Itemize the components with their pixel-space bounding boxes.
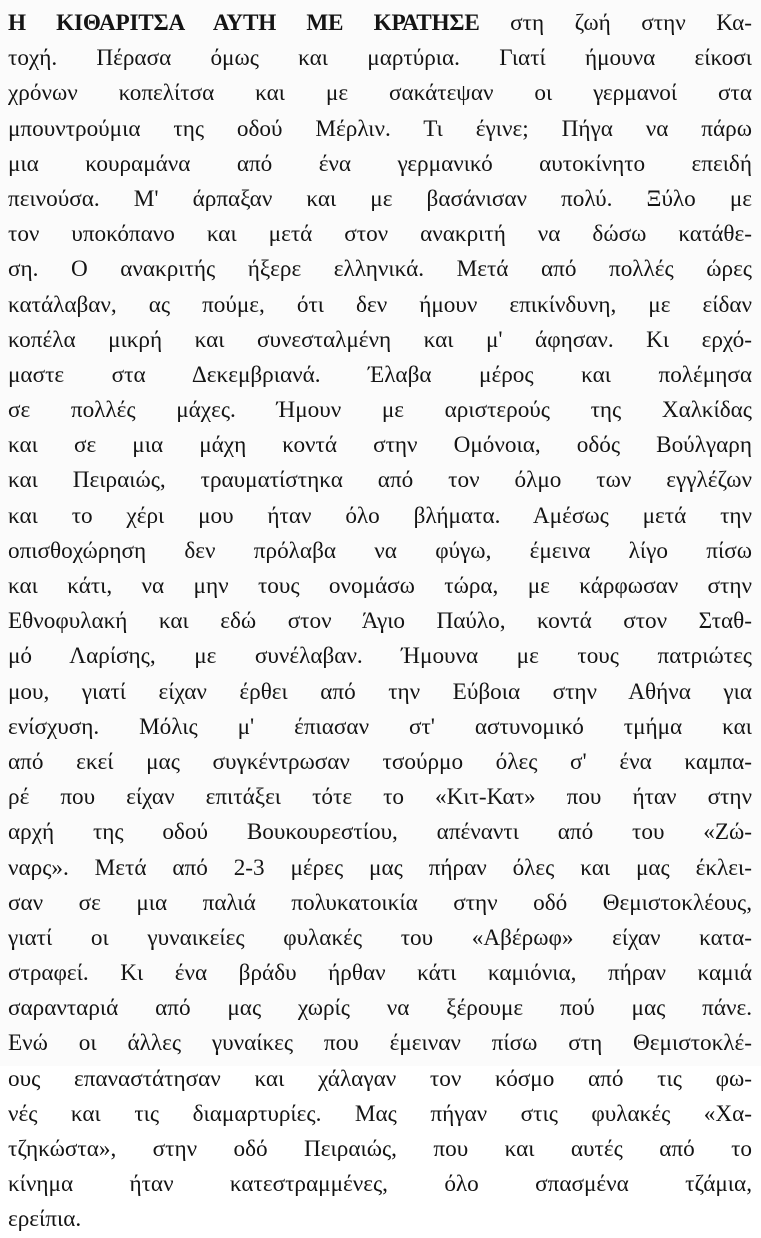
article-line-31: ους επαναστάτησαν και χάλαγαν τον κόσμο από τις φω- — [8, 1065, 752, 1092]
article-line-3: χρόνων κοπελίτσα και με σακάτεψαν οι γερμανοί στα — [8, 80, 752, 107]
article-line-25: ναρς». Μετά από 2-3 μέρες μας πήραν όλες και μας έκλει- — [8, 854, 752, 881]
article-line-27: γιατί οι γυναικείες φυλακές του «Αβέρωφ» είχαν κατα- — [8, 924, 752, 951]
article-line-12: σε πολλές μάχες. Ήμουν με αριστερούς της Χαλκίδας — [8, 397, 752, 424]
article-line-34: κίνημα ήταν κατεστραμμένες, όλο σπασμένα τζάμια, — [8, 1171, 752, 1198]
article-line-18: Εθνοφυλακή και εδώ στον Άγιο Παύλο, κοντά στον Σταθ- — [8, 608, 752, 635]
article-line-21: ενίσχυση. Μόλις μ' έπιασαν στ' αστυνομικό τμήμα και — [8, 713, 752, 740]
article-line-22: από εκεί μας συγκέντρωσαν τσούρμο όλες σ' ένα καμπα- — [8, 748, 752, 775]
article-line-10: κοπέλα μικρή και συνεσταλμένη και μ' άφησαν. Κι ερχό- — [8, 326, 752, 353]
article-line-14: και Πειραιώς, τραυματίστηκα από τον όλμο των εγγλέζων — [8, 467, 752, 494]
article-line-29: σαρανταριά από μας χωρίς να ξέρουμε πού μας πάνε. — [8, 995, 752, 1022]
article-line-33: τζηκώστα», στην οδό Πειραιώς, που και αυτές από το — [8, 1136, 752, 1162]
article-line-7: τον υποκόπανο και μετά στον ανακριτή να δώσω κατάθε- — [8, 221, 752, 248]
article-line-23: ρέ που είχαν επιτάξει τότε το «Κιτ-Κατ» που ήταν στην — [8, 784, 752, 811]
article-line-8: ση. Ο ανακριτής ήξερε ελληνικά. Μετά από πολλές ώρες — [8, 256, 752, 283]
article-line-13: και σε μια μάχη κοντά στην Ομόνοια, οδός Βούλγαρη — [8, 432, 752, 459]
article-line-24: αρχή της οδού Βουκουρεστίου, απέναντι από του «Ζώ- — [8, 819, 752, 846]
article-line-28: στραφεί. Κι ένα βράδυ ήρθαν κάτι καμιόνια, πήραν καμιά — [8, 960, 752, 987]
article-line-32: νές και τις διαμαρτυρίες. Μας πήγαν στις φυλακές «Χα- — [8, 1100, 752, 1127]
article-line-6: πεινούσα. Μ' άρπαξαν και με βασάνισαν πολύ. Ξύλο με — [8, 185, 752, 212]
article-line-15: και το χέρι μου ήταν όλο βλήματα. Αμέσως μετά την — [8, 502, 752, 529]
article-heading: Η ΚΙΘΑΡΙΤΣΑ ΑΥΤΗ ΜΕ ΚΡΑΤΗΣΕ — [8, 10, 480, 36]
article-line-1 — [8, 6, 752, 41]
article-line-16: οπισθοχώρηση δεν πρόλαβα να φύγω, έμεινα λίγο πίσω — [8, 537, 752, 564]
article-line-17: και κάτι, να μην τους ονομάσω τώρα, με κάρφωσαν στην — [8, 573, 752, 599]
article-line-9: κατάλαβαν, ας πούμε, ότι δεν ήμουν επικίνδυνη, με είδαν — [8, 291, 752, 318]
article-body — [8, 6, 752, 1238]
article-line-4: μπουντρούμια της οδού Μέρλιν. Τι έγινε; Πήγα να πάρω — [8, 115, 752, 142]
article-line-35: ερείπια. — [8, 1206, 82, 1233]
article-line-5: μια κουραμάνα από ένα γερμανικό αυτοκίνητο επειδή — [8, 150, 752, 177]
article-line-30: Ενώ οι άλλες γυναίκες που έμειναν πίσω στη Θεμιστοκλέ- — [8, 1030, 752, 1057]
article-line-1-text: στη ζωή στην Κα- — [479, 10, 752, 36]
article-line-26: σαν σε μια παλιά πολυκατοικία στην οδό Θεμιστοκλέους, — [8, 889, 752, 916]
article-line-2: τοχή. Πέρασα όμως και μαρτύρια. Γιατί ήμουνα είκοσι — [8, 45, 752, 72]
article-line-20: μου, γιατί είχαν έρθει από την Εύβοια στην Αθήνα για — [8, 678, 752, 705]
article-line-11: μαστε στα Δεκεμβριανά. Έλαβα μέρος και πολέμησα — [8, 361, 752, 388]
article-line-19: μό Λαρίσης, με συνέλαβαν. Ήμουνα με τους πατριώτες — [8, 643, 752, 670]
